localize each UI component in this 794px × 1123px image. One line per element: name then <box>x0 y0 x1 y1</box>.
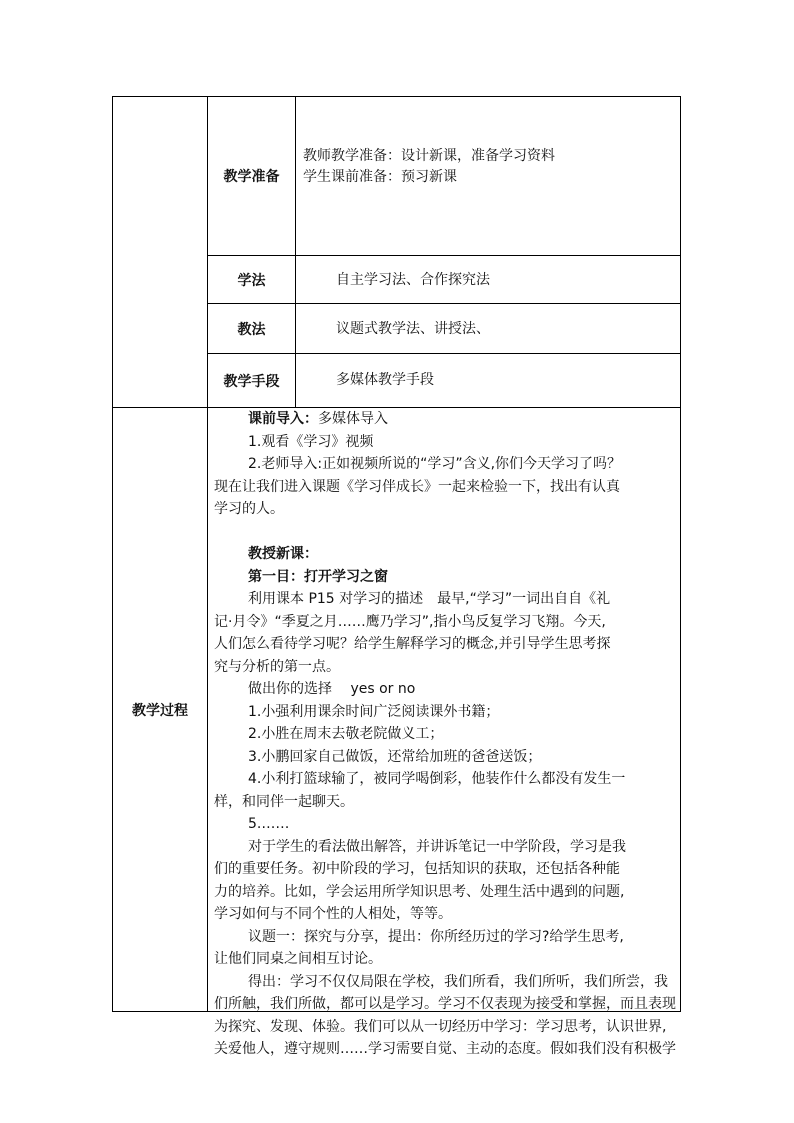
process-line-heading: 课前导入： <box>248 411 318 427</box>
prep-label: 教学准备 <box>223 169 280 185</box>
process-line: 让他们同桌之间相互讨论。 <box>214 951 382 967</box>
process-content <box>214 408 676 1061</box>
learning-method-label: 学法 <box>237 272 266 289</box>
process-line <box>214 408 676 431</box>
process-line: 4.小利打篮球输了，被同学喝倒彩，他装作什么都没有发生一 <box>248 771 626 787</box>
prep-student-text: 学生课前准备：预习新课 <box>303 169 457 185</box>
table-border-right <box>680 96 681 1012</box>
process-line: 究与分析的第一点。 <box>214 658 340 675</box>
process-line: 关爱他人，遵守规则……学习需要自觉、主动的态度。假如我们没有积极学 <box>214 1041 676 1057</box>
process-line-rest: 多媒体导入 <box>318 411 388 427</box>
process-line: 1.观看《学习》视频 <box>248 433 374 450</box>
process-line: 5.…… <box>248 816 290 832</box>
process-line: 学习如何与不同个性的人相处，等等。 <box>214 906 452 922</box>
column-divider <box>295 96 296 408</box>
process-line: 为探究、发现、体验。我们可以从一切经历中学习：学习思考，认识世界, <box>214 1018 667 1035</box>
process-line: 得出：学习不仅仅局限在学校，我们所看，我们所听，我们所尝，我 <box>248 973 668 990</box>
teaching-method-value: 议题式教学法、讲授法、 <box>336 321 490 337</box>
process-line: 力的培养。比如，学会运用所学知识思考、处理生活中遇到的问题, <box>214 883 625 900</box>
process-line: 2.老师导入:正如视频所说的“学习”含义,你们今天学习了吗？ <box>248 456 622 472</box>
process-line: 议题一：探究与分享，提出：你所经历过的学习?给学生思考, <box>248 928 624 945</box>
teaching-means-label: 教学手段 <box>223 373 280 390</box>
process-line: 样，和同伴一起聊天。 <box>214 793 354 810</box>
process-line: 们的重要任务。初中阶段的学习，包括知识的获取，还包括各种能 <box>214 861 620 877</box>
process-line: 们所触，我们所做，都可以是学习。学习不仅表现为接受和掌握，而且表现 <box>214 996 676 1012</box>
process-line: 学习的人。 <box>214 501 284 517</box>
table-border-top <box>112 96 681 97</box>
process-label: 教学过程 <box>132 702 188 719</box>
process-line: 2.小胜在周末去敬老院做义工； <box>248 726 444 742</box>
process-line: 教授新课： <box>248 546 318 562</box>
learning-method-value: 自主学习法、合作探究法 <box>336 272 490 288</box>
prep-teacher-text: 教师教学准备：设计新课，准备学习资料 <box>303 148 555 164</box>
process-line: 对于学生的看法做出解答，并讲诉笔记一中学阶段，学习是我 <box>248 838 626 855</box>
teaching-means-value: 多媒体教学手段 <box>336 372 434 388</box>
process-line: 记·月令》“季夏之月……鹰乃学习”,指小鸟反复学习飞翔。今天, <box>214 613 606 630</box>
process-line: 现在让我们进入课题《学习伴成长》一起来检验一下，找出有认真 <box>214 478 620 495</box>
process-line: 第一目：打开学习之窗 <box>248 568 388 585</box>
process-line <box>214 521 676 544</box>
process-line: 3.小鹏回家自己做饭，还常给加班的爸爸送饭； <box>248 748 542 765</box>
process-line: 人们怎么看待学习呢？给学生解释学习的概念,并引导学生思考探 <box>214 636 611 652</box>
process-line: 做出你的选择 yes or no <box>248 681 416 697</box>
process-line: 1.小强利用课余时间广泛阅读课外书籍； <box>248 703 500 720</box>
teaching-method-label: 教法 <box>237 321 266 338</box>
process-line: 利用课本 P15 对学习的描述 最早,“学习”一词出自自《礼 <box>248 591 611 607</box>
